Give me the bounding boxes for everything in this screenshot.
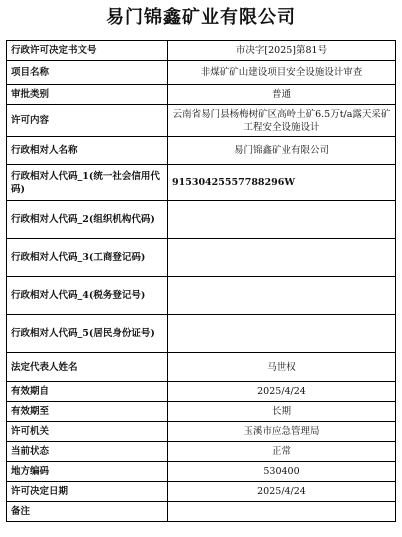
label-org-code: 行政相对人代码_2(组织机构代码): [7, 201, 168, 239]
value-project-name: 非煤矿矿山建设项目安全设施设计审查: [168, 61, 396, 85]
row-approval-category: [7, 85, 396, 105]
value-tax-reg-number: [168, 277, 396, 315]
value-decision-number: 市决字[2025]第81号: [168, 41, 396, 61]
label-approval-category: 审批类别: [7, 85, 168, 105]
value-current-status: 正常: [168, 442, 396, 462]
label-tax-reg-number: 行政相对人代码_4(税务登记号): [7, 277, 168, 315]
value-licensing-authority: 玉溪市应急管理局: [168, 422, 396, 442]
label-decision-date: 许可决定日期: [7, 482, 168, 502]
row-valid-to: [7, 402, 396, 422]
row-legal-representative: [7, 353, 396, 382]
page-title: 易门锦鑫矿业有限公司: [106, 7, 296, 28]
value-org-code: [168, 201, 396, 239]
label-credit-code: 行政相对人代码_1(统一社会信用代码): [7, 165, 168, 201]
row-licensing-authority: [7, 422, 396, 442]
value-valid-from: 2025/4/24: [168, 382, 396, 402]
row-resident-id: [7, 315, 396, 353]
row-decision-number: [7, 41, 396, 61]
label-decision-number: 行政许可决定书文号: [7, 41, 168, 61]
value-legal-representative: 马世权: [168, 353, 396, 382]
permit-info-table: [6, 40, 396, 522]
value-remarks: [168, 502, 396, 522]
row-permit-content: [7, 105, 396, 137]
value-decision-date: 2025/4/24: [168, 482, 396, 502]
row-project-name: [7, 61, 396, 85]
label-party-name: 行政相对人名称: [7, 137, 168, 165]
value-local-code: 530400: [168, 462, 396, 482]
label-business-reg-code: 行政相对人代码_3(工商登记码): [7, 239, 168, 277]
label-legal-representative: 法定代表人姓名: [7, 353, 168, 382]
value-resident-id: [168, 315, 396, 353]
row-org-code: [7, 201, 396, 239]
label-current-status: 当前状态: [7, 442, 168, 462]
label-valid-to: 有效期至: [7, 402, 168, 422]
row-local-code: [7, 462, 396, 482]
row-tax-reg-number: [7, 277, 396, 315]
row-business-reg-code: [7, 239, 396, 277]
row-party-name: [7, 137, 396, 165]
label-remarks: 备注: [7, 502, 168, 522]
value-credit-code: 91530425557788296W: [168, 165, 396, 201]
label-resident-id: 行政相对人代码_5(居民身份证号): [7, 315, 168, 353]
value-business-reg-code: [168, 239, 396, 277]
value-party-name: 易门锦鑫矿业有限公司: [168, 137, 396, 165]
label-local-code: 地方编码: [7, 462, 168, 482]
row-valid-from: [7, 382, 396, 402]
label-licensing-authority: 许可机关: [7, 422, 168, 442]
row-current-status: [7, 442, 396, 462]
value-approval-category: 普通: [168, 85, 396, 105]
row-credit-code: [7, 165, 396, 201]
value-permit-content: 云南省易门县杨梅树矿区高岭土矿6.5万t/a露天采矿工程安全设施设计: [168, 105, 396, 137]
value-valid-to: 长期: [168, 402, 396, 422]
row-remarks: [7, 502, 396, 522]
label-project-name: 项目名称: [7, 61, 168, 85]
row-decision-date: [7, 482, 396, 502]
label-permit-content: 许可内容: [7, 105, 168, 137]
label-valid-from: 有效期自: [7, 382, 168, 402]
